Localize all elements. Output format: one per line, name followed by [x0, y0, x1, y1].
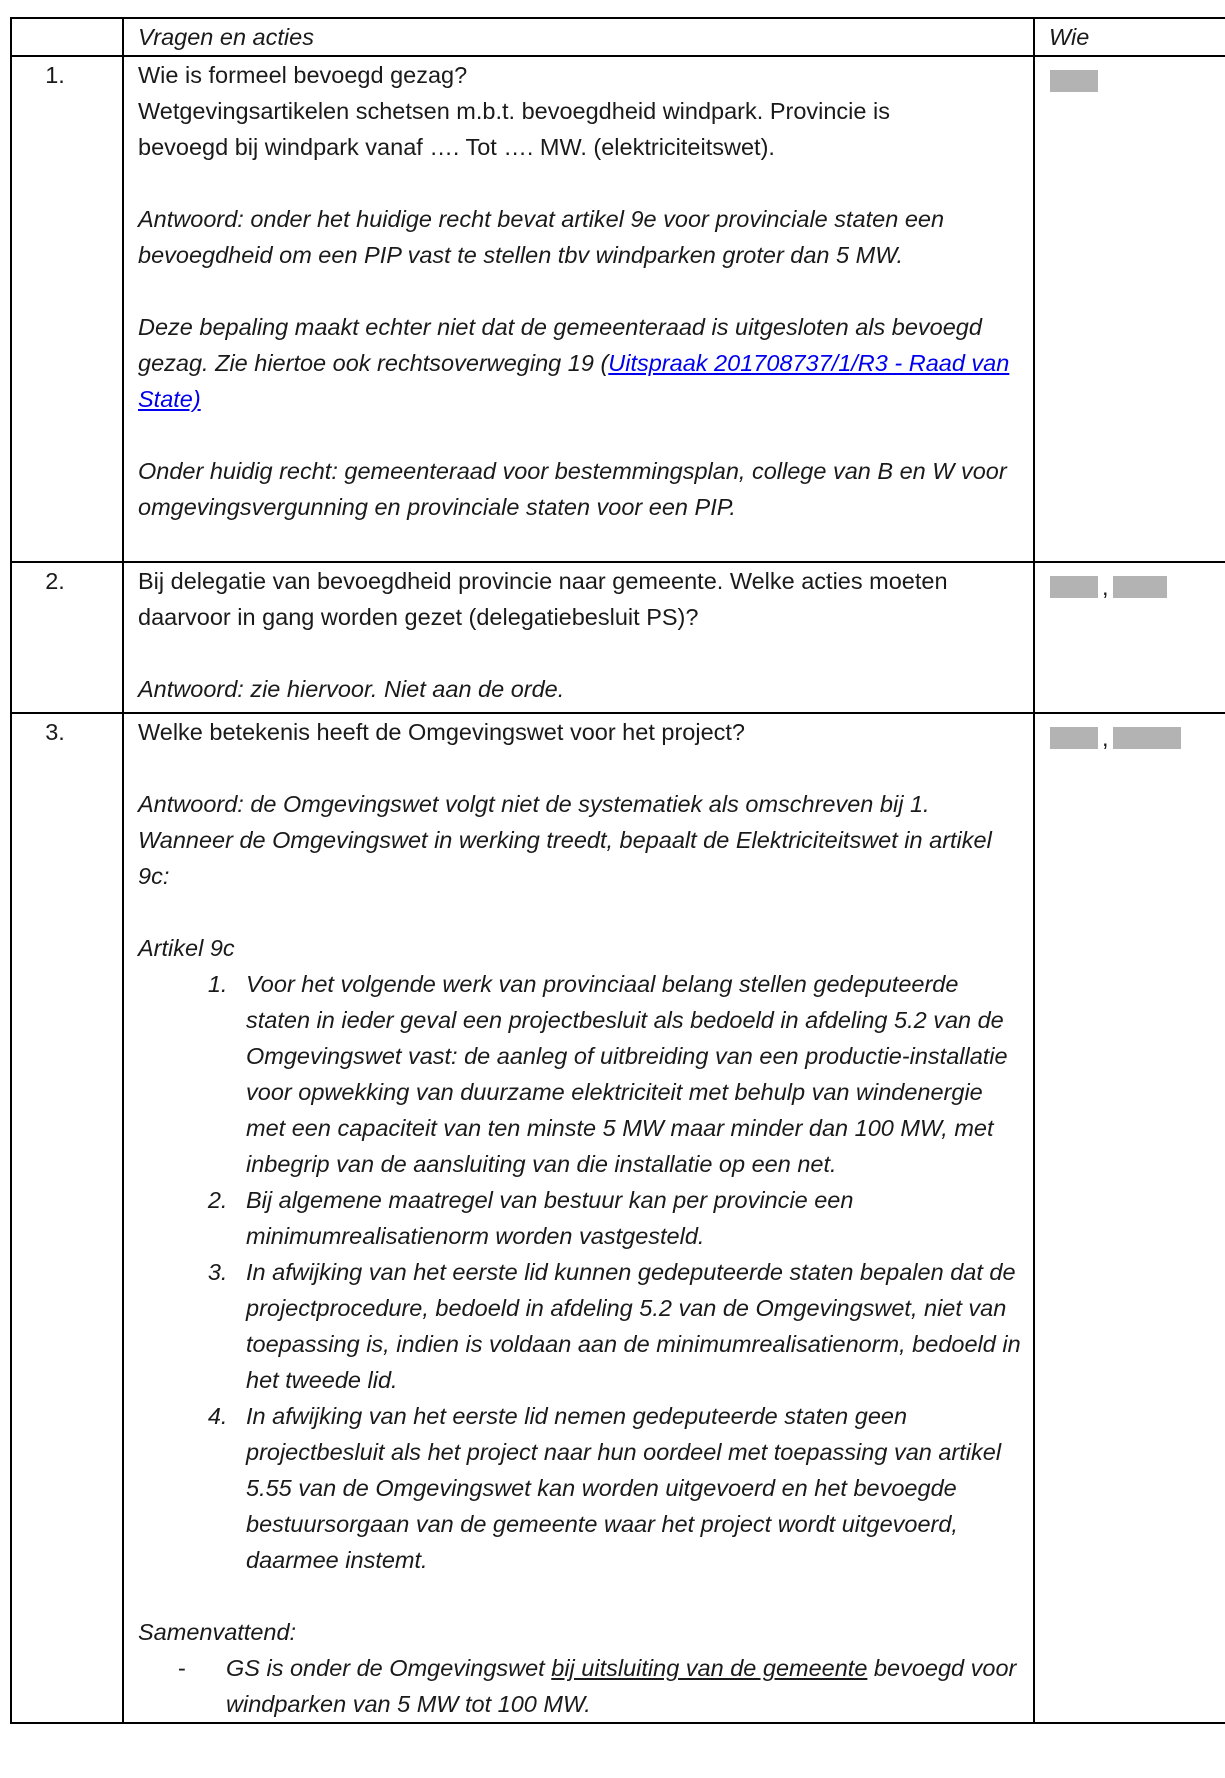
- list-item: 4. In afwijking van het eerste lid nemen gedeputeerde staten geen projectbesluit als het project naar hun oordeel met toepassing van artikel 5.55 van de Omgevingswet kan worden uitgevoerd en het bevoegde bestuursorgaan van de gemeente waar het project wordt uitgevoerd, daarmee instemt.: [234, 1398, 1025, 1578]
- list-item: 2. Bij algemene maatregel van bestuur kan per provincie een minimumrealisatienorm worden vastgesteld.: [234, 1182, 1025, 1254]
- question-text: Wie is formeel bevoegd gezag?: [138, 62, 468, 88]
- table-row: [11, 713, 1225, 1723]
- answer-text: Antwoord: zie hiervoor. Niet aan de orde.: [138, 676, 565, 702]
- summary-text-part: bevoegd voor windparken van 5 MW tot 100 MW.: [226, 1655, 1017, 1717]
- row-content: [123, 562, 1034, 713]
- summary-underlined-text: bij uitsluiting van de gemeente: [551, 1655, 868, 1681]
- question-text: Bij delegatie van bevoegdheid provincie naar gemeente. Welke acties moeten daarvoor in gang worden gezet (delegatiebesluit PS)?: [138, 568, 948, 630]
- who-separator: ,: [1102, 725, 1109, 751]
- list-item: [226, 1650, 1025, 1722]
- redacted-name: [1113, 727, 1181, 749]
- summary-text-part: GS is onder de Omgevingswet: [226, 1655, 552, 1681]
- summary-title: Samenvattend:: [138, 1619, 297, 1645]
- row-number: 3.: [11, 713, 123, 1723]
- answer-text-part: Deze bepaling maakt echter niet dat de gemeenteraad is uitgesloten als bevoegd gezag. Zie hiertoe ook rechtsoverweging 19 (: [138, 314, 982, 376]
- answer-text: Antwoord: de Omgevingswet volgt niet de systematiek als omschreven bij 1. Wanneer de Omgevingswet in werking treedt, bepaalt de Elektriciteitswet in artikel 9c:: [138, 791, 992, 889]
- table-row: [11, 562, 1225, 713]
- summary-list: [138, 1650, 1025, 1722]
- redacted-name: [1050, 576, 1098, 598]
- who-separator: ,: [1102, 574, 1109, 600]
- redacted-name: [1113, 576, 1167, 598]
- redacted-name: [1050, 727, 1098, 749]
- row-content: [123, 713, 1034, 1723]
- article-title: Artikel 9c: [138, 935, 235, 961]
- row-number: 1.: [11, 56, 123, 562]
- header-who: Wie: [1034, 18, 1225, 56]
- uitspraak-link[interactable]: Uitspraak 201708737/1/R3 - Raad van State): [138, 350, 1010, 412]
- who-cell: [1034, 56, 1225, 562]
- questions-table: [10, 17, 1225, 1724]
- who-cell: [1034, 713, 1225, 1723]
- header-number-cell: [11, 18, 123, 56]
- list-item: 3. In afwijking van het eerste lid kunnen gedeputeerde staten bepalen dat de projectprocedure, bedoeld in afdeling 5.2 van de Omgevingswet, niet van toepassing is, indien is voldaan aan de minimumrealisatienorm, bedoeld in het tweede lid.: [234, 1254, 1025, 1398]
- answer-text: Onder huidig recht: gemeenteraad voor bestemmingsplan, college van B en W voor omgevingsvergunning en provinciale staten voor een PIP.: [138, 458, 1007, 520]
- question-text: Welke betekenis heeft de Omgevingswet voor het project?: [138, 719, 745, 745]
- row-number: 2.: [11, 562, 123, 713]
- list-item: 1. Voor het volgende werk van provinciaal belang stellen gedeputeerde staten in ieder geval een projectbesluit als bedoeld in afdeling 5.2 van de Omgevingswet vast: de aanleg of uitbreiding van een productie-installatie voor opwekking van duurzame elektriciteit met behulp van windenergie met een capaciteit van ten minste 5 MW maar minder dan 100 MW, met inbegrip van de aansluiting van die installatie op een net.: [234, 966, 1025, 1182]
- redacted-name: [1050, 70, 1098, 92]
- who-cell: [1034, 562, 1225, 713]
- row-content: [123, 56, 1034, 562]
- question-detail-line: Wetgevingsartikelen schetsen m.b.t. bevoegdheid windpark. Provincie is: [138, 98, 890, 124]
- header-row: [11, 18, 1225, 56]
- question-detail-line: bevoegd bij windpark vanaf …. Tot …. MW. (elektriciteitswet).: [138, 134, 775, 160]
- header-questions: Vragen en acties: [123, 18, 1034, 56]
- article-list: [138, 966, 1025, 1578]
- answer-text: Antwoord: onder het huidige recht bevat artikel 9e voor provinciale staten een bevoegdheid om een PIP vast te stellen tbv windparken groter dan 5 MW.: [138, 206, 945, 268]
- answer-text: [138, 309, 1025, 417]
- table-row: [11, 56, 1225, 562]
